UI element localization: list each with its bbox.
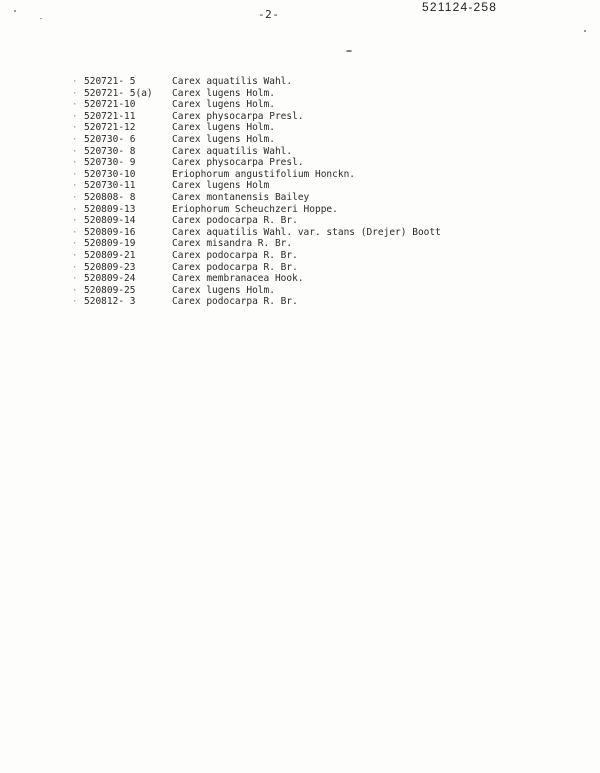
species-name: Carex lugens Holm. xyxy=(172,87,275,99)
specimen-number: 520721-12 xyxy=(84,122,136,134)
paper-speck xyxy=(584,30,586,32)
specimen-number: 520809-21 xyxy=(84,249,136,261)
specimen-number: 520808- 8 xyxy=(84,191,136,203)
species-name: Carex podocarpa R. Br. xyxy=(172,261,298,273)
list-item: · 520730-10 Eriophorum angustifolium Honckn. xyxy=(72,168,356,180)
specimen-number: 520812- 3 xyxy=(84,296,136,308)
specimen-number: 520809-23 xyxy=(84,261,136,273)
specimen-number: 520721- 5 xyxy=(84,76,136,87)
species-name: Eriophorum angustifolium Honckn. xyxy=(172,168,356,180)
list-item: · 520809-23 Carex podocarpa R. Br. xyxy=(72,261,298,273)
list-item: · 520809-21 Carex podocarpa R. Br. xyxy=(72,249,298,261)
list-item: · 520721- 5(a) Carex lugens Holm. xyxy=(72,87,275,99)
specimen-number: 520721-11 xyxy=(84,110,136,122)
species-name: Carex physocarpa Presl. xyxy=(172,157,304,169)
species-name: Carex aquatilis Wahl. xyxy=(172,145,293,157)
species-name: Carex physocarpa Presl. xyxy=(172,110,304,122)
specimen-number: 520809-16 xyxy=(84,226,136,238)
species-name: Carex lugens Holm. xyxy=(172,133,275,145)
species-name: Carex lugens Holm. xyxy=(172,122,275,134)
species-name: Carex membranacea Hook. xyxy=(172,273,304,285)
specimen-number: 520730- 9 xyxy=(84,157,136,169)
specimen-number: 520809-13 xyxy=(84,203,136,215)
list-item: · 520809-25 Carex lugens Holm. xyxy=(72,284,275,296)
list-item: · 520721-11 Carex physocarpa Presl. xyxy=(72,110,304,122)
specimen-number: 520809-19 xyxy=(84,238,136,250)
list-item: · 520730- 8 Carex aquatilis Wahl. xyxy=(72,145,293,157)
species-name: Carex podocarpa R. Br. xyxy=(172,249,298,261)
species-name: Carex misandra R. Br. xyxy=(172,238,293,250)
list-item: · 520809-24 Carex membranacea Hook. xyxy=(72,273,304,285)
species-name: Carex podocarpa R. Br. xyxy=(172,215,298,227)
list-item: · 520730- 6 Carex lugens Holm. xyxy=(72,133,275,145)
species-name: Eriophorum Scheuchzeri Hoppe. xyxy=(172,203,338,215)
specimen-number: 520730- 8 xyxy=(84,145,136,157)
list-item: · 520809-13 Eriophorum Scheuchzeri Hoppe. xyxy=(72,203,338,215)
list-item: · 520809-16 Carex aquatilis Wahl. var. stans (Drejer) Boott xyxy=(72,226,441,238)
species-name: Carex lugens Holm. xyxy=(172,284,275,296)
list-item: · 520730-11 Carex lugens Holm xyxy=(72,180,270,192)
specimen-number: 520730-11 xyxy=(84,180,136,192)
list-item: · 520809-19 Carex misandra R. Br. xyxy=(72,238,293,250)
specimen-number: 520809-14 xyxy=(84,215,136,227)
species-name: Carex podocarpa R. Br. xyxy=(172,296,298,308)
paper-speck xyxy=(40,18,42,19)
list-item: · 520721-12 Carex lugens Holm. xyxy=(72,122,275,134)
paper-speck xyxy=(14,10,16,12)
specimen-number: 520809-24 xyxy=(84,273,136,285)
species-name: Carex lugens Holm xyxy=(172,180,270,192)
paper-speck xyxy=(346,50,352,52)
list-item: · 520721-10 Carex lugens Holm. xyxy=(72,99,275,111)
page-number: -2- xyxy=(258,8,280,21)
species-name: Carex aquatilis Wahl. var. stans (Drejer) Boott xyxy=(172,226,441,238)
specimen-number: 520730- 6 xyxy=(84,133,136,145)
specimen-list xyxy=(72,76,441,308)
specimen-number: 520721-10 xyxy=(84,99,136,111)
document-id: 521124-258 xyxy=(422,0,498,14)
list-item: · 520808- 8 Carex montanensis Bailey xyxy=(72,191,310,203)
species-name: Carex montanensis Bailey xyxy=(172,191,310,203)
specimen-number: 520809-25 xyxy=(84,284,136,296)
species-name: Carex aquatilis Wahl. xyxy=(172,76,293,87)
list-item: · 520812- 3 Carex podocarpa R. Br. xyxy=(72,296,298,308)
specimen-number: 520721- 5(a) xyxy=(84,87,153,99)
specimen-number: 520730-10 xyxy=(84,168,136,180)
list-item: · 520721- 5 Carex aquatilis Wahl. xyxy=(72,76,293,87)
list-item: · 520809-14 Carex podocarpa R. Br. xyxy=(72,215,298,227)
species-name: Carex lugens Holm. xyxy=(172,99,275,111)
list-item: · 520730- 9 Carex physocarpa Presl. xyxy=(72,157,304,169)
